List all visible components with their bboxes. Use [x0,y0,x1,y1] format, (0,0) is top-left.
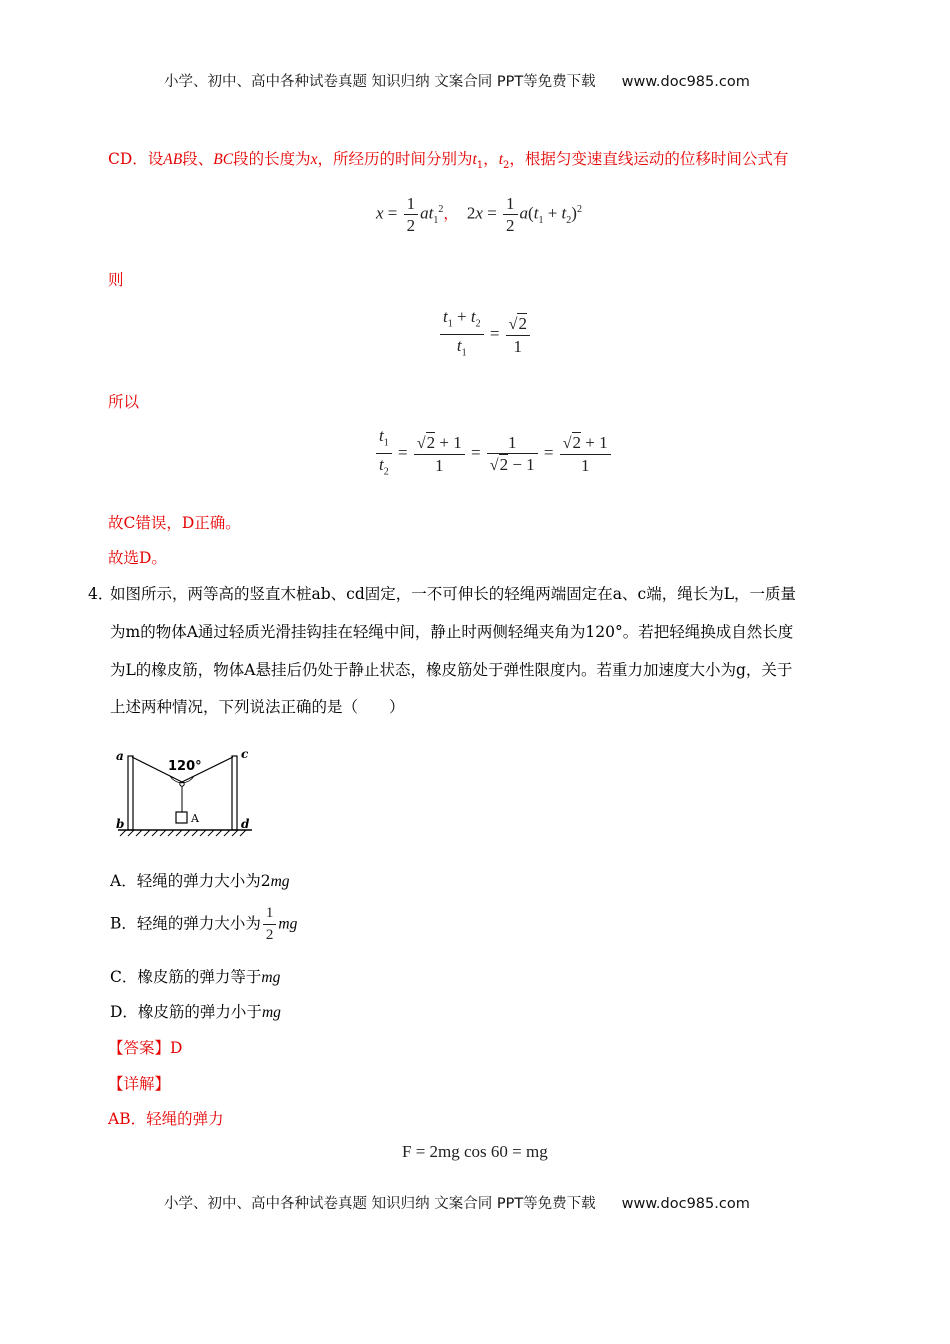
text-suoyi: 所以 [108,393,140,411]
text-ze: 则 [108,271,124,289]
equation-displacement: x = $\frac{1}{2}$ $at_1^2$， 2x = $\frac{1}{2}$ $a(t_1 + t_2)^2$ [376,194,582,235]
pole-ab [128,756,133,830]
label-a: a [116,749,124,763]
question-line-1: 如图所示，两等高的竖直木桩ab、cd固定，一不可伸长的轻绳两端固定在a、c端，绳长为L，一质量 [110,585,796,603]
pole-rope-figure [110,742,260,842]
angle-label: 120° [168,759,202,774]
page-header [164,70,750,91]
label-c: c [241,747,249,761]
option-d[interactable]: D．橡皮筋的弹力小于mg [110,1003,281,1021]
pole-cd [232,756,237,830]
question-line-3: 为L的橡皮筋，物体A悬挂后仍处于静止状态，橡皮筋处于弹性限度内。若重力加速度大小为g，关于 [110,661,793,679]
option-a[interactable]: A．轻绳的弹力大小为2mg [110,872,290,890]
question-number: 4． [88,585,114,603]
equation-ratio-1: $\frac{t_1 + t_2}{t_1}$ = $\frac{√2}{1}$ [438,306,532,364]
ground-hatching [120,830,246,836]
detail-label: 【详解】 [108,1075,171,1093]
final-equation: F = 2mg cos 60 = mg [402,1142,548,1161]
ab-text: AB．轻绳的弹力 [108,1110,224,1128]
mass-block [176,812,187,823]
header-text: 小学、初中、高中各种试卷真题 知识归纳 文案合同 PPT等免费下载 [164,74,596,90]
option-b[interactable]: B．轻绳的弹力大小为 $\frac{1}{2}$ mg [110,905,298,943]
header-url[interactable]: www.doc985.com [621,74,750,90]
choice-text: 故选D。 [108,549,167,567]
footer-text: 小学、初中、高中各种试卷真题 知识归纳 文案合同 PPT等免费下载 [164,1196,596,1212]
equation-ratio-2: $\frac{t_1}{t_2}$ = $\frac{√2 + 1}{1}$ = $\frac{1}{√2 - 1}$ = $\frac{√2 + 1}{1}$ [374,425,613,483]
question-line-2: 为m的物体A通过轻质光滑挂钩挂在轻绳中间，静止时两侧轻绳夹角为120°。若把轻绳换成自然长度 [110,623,794,641]
option-c[interactable]: C．橡皮筋的弹力等于mg [110,968,281,986]
footer-url[interactable]: www.doc985.com [621,1196,750,1212]
cd-intro: CD．设AB段、BC段的长度为x，所经历的时间分别为$t_1$，$t_2$，根据匀变速直线运动的位移时间公式有 [108,150,789,172]
answer-label: 【答案】D [108,1039,183,1057]
question-line-4: 上述两种情况，下列说法正确的是（ ） [110,698,405,716]
label-d: d [241,817,250,831]
label-b: b [116,817,125,831]
mass-label: A [191,812,199,825]
conclusion-text: 故C错误，D正确。 [108,514,241,532]
page-footer [164,1192,750,1213]
